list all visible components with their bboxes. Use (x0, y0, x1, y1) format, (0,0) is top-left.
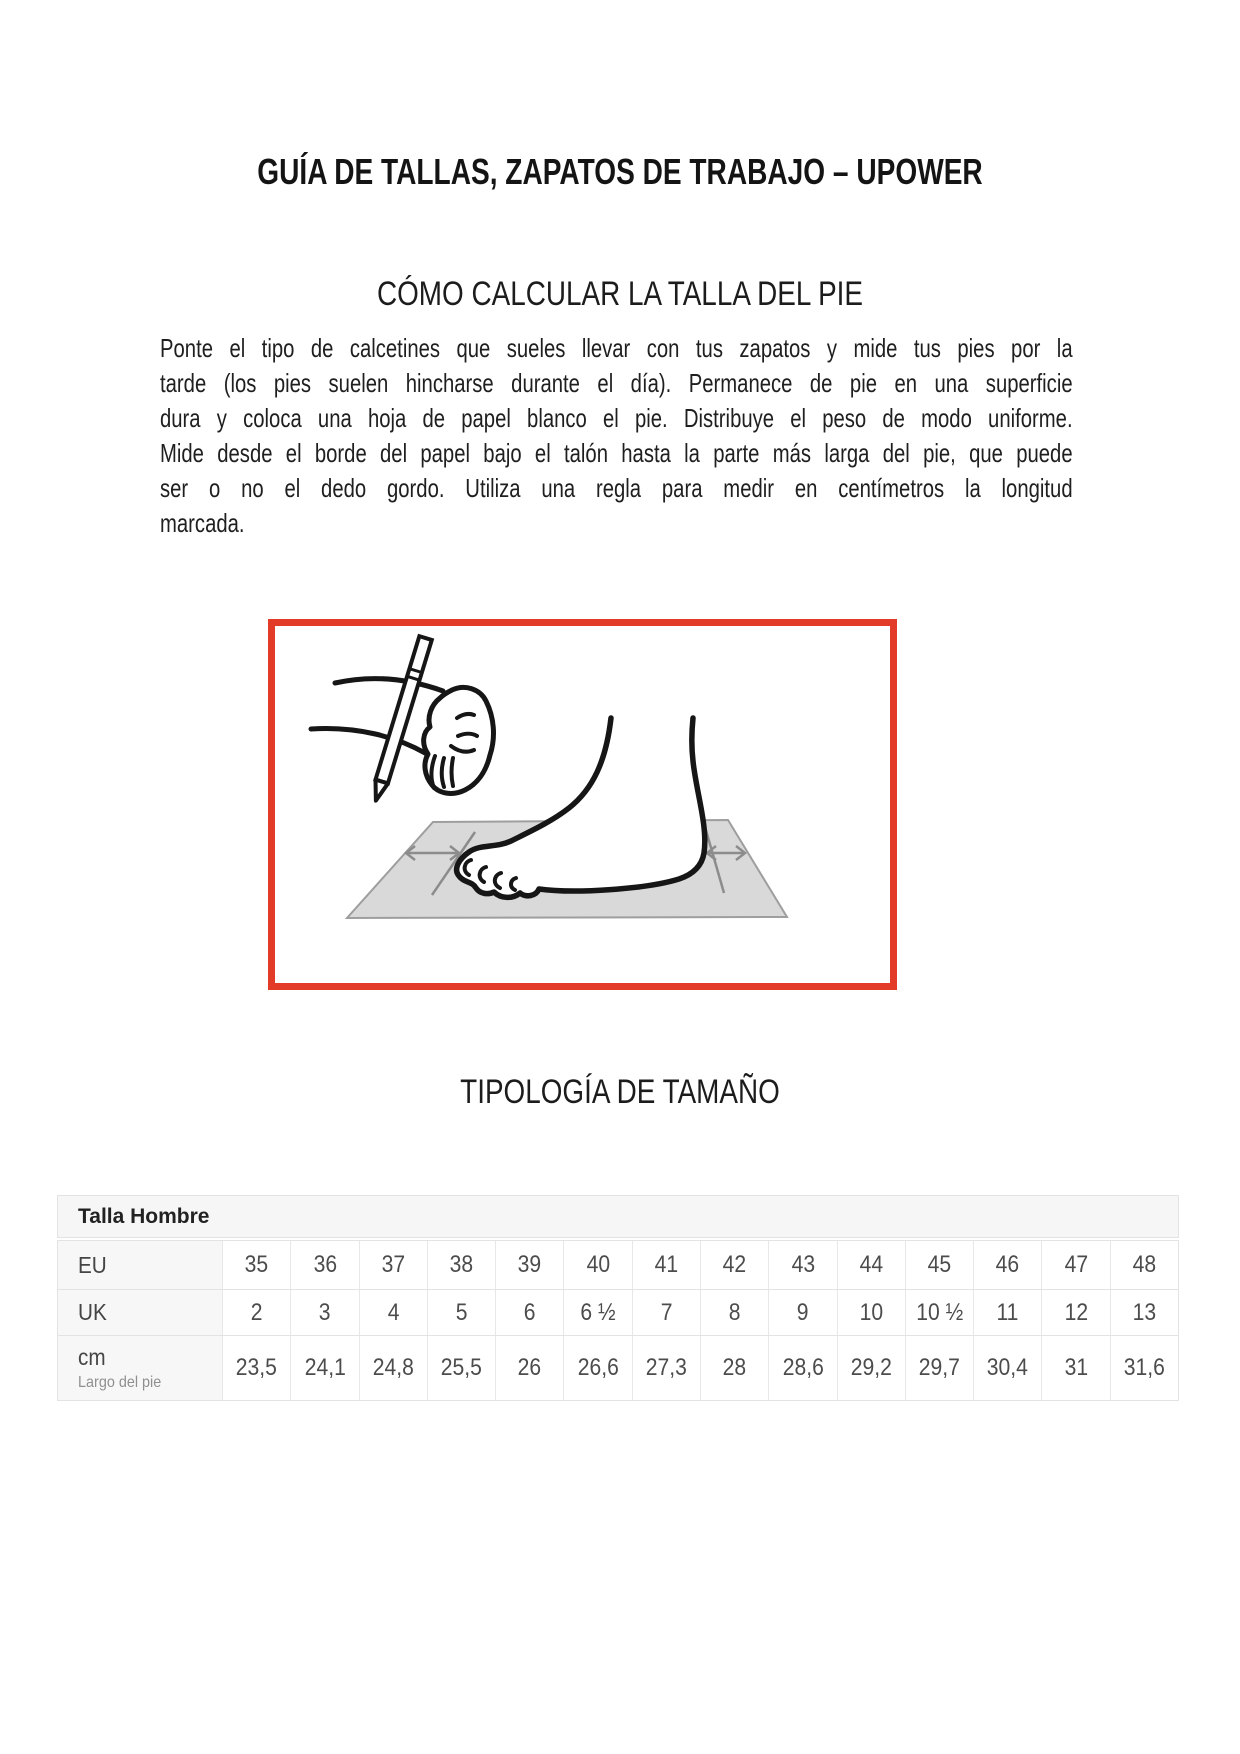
size-value: 8 (728, 1298, 741, 1326)
size-value: 28 (722, 1354, 747, 1381)
size-cell (359, 1290, 427, 1335)
row-label-cell (58, 1241, 222, 1289)
size-cell (837, 1290, 905, 1335)
row-label: UK (78, 1299, 107, 1325)
size-cell (632, 1336, 700, 1400)
size-cell (905, 1336, 973, 1400)
size-value: 5 (455, 1298, 468, 1326)
size-cell (837, 1336, 905, 1400)
size-value: 29,2 (850, 1354, 892, 1381)
row-label: EU (78, 1251, 107, 1278)
size-cell (222, 1336, 290, 1400)
size-value: 13 (1132, 1298, 1157, 1326)
size-cell (905, 1290, 973, 1335)
size-cell (700, 1336, 768, 1400)
size-cell (768, 1290, 836, 1335)
fist-shape (424, 687, 494, 793)
size-cell (359, 1241, 427, 1289)
size-cell (973, 1290, 1041, 1335)
size-value: 42 (722, 1251, 747, 1278)
row-label-cell (58, 1336, 222, 1400)
size-cell (1110, 1241, 1178, 1289)
size-value: 26,6 (577, 1354, 619, 1381)
paragraph-line: dura y coloca una hoja de papel blanco el pie. Distribuye el peso de modo uniforme. (160, 403, 1073, 433)
size-cell (427, 1241, 495, 1289)
size-value: 48 (1132, 1251, 1157, 1278)
row-label-cell (58, 1290, 222, 1335)
size-value: 12 (1064, 1298, 1088, 1326)
size-value: 26 (518, 1354, 542, 1381)
size-cell (222, 1241, 290, 1289)
size-cell (359, 1336, 427, 1400)
row-label: cm (78, 1344, 106, 1370)
foot-measurement-figure (268, 619, 897, 990)
size-cell (768, 1336, 836, 1400)
hand-with-pencil-shape (311, 636, 493, 802)
size-cell (222, 1290, 290, 1335)
size-value: 31,6 (1123, 1354, 1165, 1381)
size-cell (563, 1290, 631, 1335)
size-value: 27,3 (645, 1354, 687, 1381)
size-value: 41 (654, 1251, 679, 1278)
size-cell (837, 1241, 905, 1289)
size-cell (427, 1336, 495, 1400)
instructions-paragraph (160, 331, 1073, 541)
size-cell (495, 1336, 563, 1400)
size-value: 10 (859, 1298, 883, 1326)
size-value: 43 (791, 1251, 815, 1278)
size-value: 46 (996, 1251, 1020, 1278)
size-value: 2 (250, 1298, 263, 1326)
size-cell (973, 1241, 1041, 1289)
size-table-body (57, 1240, 1179, 1401)
size-cell (700, 1290, 768, 1335)
size-value: 29,7 (918, 1354, 961, 1381)
size-value: 39 (518, 1251, 542, 1278)
size-value: 3 (319, 1298, 331, 1326)
size-value: 25,5 (440, 1354, 483, 1381)
paragraph-line: ser o no el dedo gordo. Utiliza una regla para medir en centímetros la longitud (160, 473, 1073, 503)
size-value: 6 (523, 1298, 536, 1326)
table-row-uk (58, 1289, 1178, 1335)
size-value: 23,5 (236, 1354, 278, 1381)
size-cell (973, 1336, 1041, 1400)
pencil-shape (370, 636, 432, 802)
size-cell (1110, 1336, 1178, 1400)
section-heading-size-typology: TIPOLOGÍA DE TAMAÑO (460, 1073, 780, 1111)
arm-top-line (335, 679, 443, 691)
size-value: 44 (859, 1251, 883, 1278)
size-value: 9 (797, 1298, 809, 1326)
size-value: 31 (1064, 1354, 1088, 1381)
size-table-title: Talla Hombre (78, 1204, 210, 1228)
size-cell (1110, 1290, 1178, 1335)
paragraph-line: Ponte el tipo de calcetines que sueles llevar con tus zapatos y mide tus pies por la (160, 333, 1073, 363)
size-value: 47 (1064, 1251, 1088, 1278)
size-value: 45 (927, 1251, 952, 1278)
size-cell (563, 1336, 631, 1400)
size-value: 36 (313, 1251, 337, 1278)
size-value: 6 ½ (580, 1298, 616, 1326)
table-row-eu (58, 1241, 1178, 1289)
size-cell (632, 1290, 700, 1335)
size-cell (290, 1336, 358, 1400)
size-value: 40 (586, 1251, 610, 1278)
size-value: 30,4 (987, 1354, 1029, 1381)
size-cell (290, 1241, 358, 1289)
page-title: GUÍA DE TALLAS, ZAPATOS DE TRABAJO – UPOWER (257, 151, 983, 192)
row-sublabel: Largo del pie (78, 1374, 162, 1391)
size-value: 24,8 (372, 1354, 414, 1381)
size-cell (768, 1241, 836, 1289)
size-value: 38 (449, 1251, 474, 1278)
size-cell (495, 1290, 563, 1335)
section-heading-how-to-measure: CÓMO CALCULAR LA TALLA DEL PIE (376, 275, 864, 313)
size-cell (1041, 1241, 1109, 1289)
size-cell (1041, 1336, 1109, 1400)
paragraph-line: Mide desde el borde del papel bajo el talón hasta la parte más larga del pie, que puede (160, 438, 1073, 468)
size-value: 4 (387, 1298, 400, 1326)
size-value: 28,6 (782, 1354, 824, 1381)
size-cell (290, 1290, 358, 1335)
size-value: 35 (244, 1251, 269, 1278)
table-row-cm (58, 1335, 1178, 1400)
size-cell (563, 1241, 631, 1289)
paragraph-line: marcada. (160, 508, 245, 538)
size-cell (495, 1241, 563, 1289)
size-cell (1041, 1290, 1109, 1335)
size-table (57, 1195, 1179, 1401)
size-cell (632, 1241, 700, 1289)
size-value: 7 (660, 1298, 673, 1326)
paragraph-line: tarde (los pies suelen hincharse durante el día). Permanece de pie en una superficie (160, 368, 1073, 398)
size-cell (905, 1241, 973, 1289)
size-table-header (57, 1195, 1179, 1238)
size-cell (427, 1290, 495, 1335)
foot-tracing-illustration-svg (275, 626, 890, 983)
size-value: 11 (996, 1298, 1019, 1326)
size-cell (700, 1241, 768, 1289)
size-value: 10 ½ (916, 1298, 963, 1326)
size-value: 24,1 (304, 1354, 346, 1381)
size-value: 37 (381, 1251, 405, 1278)
